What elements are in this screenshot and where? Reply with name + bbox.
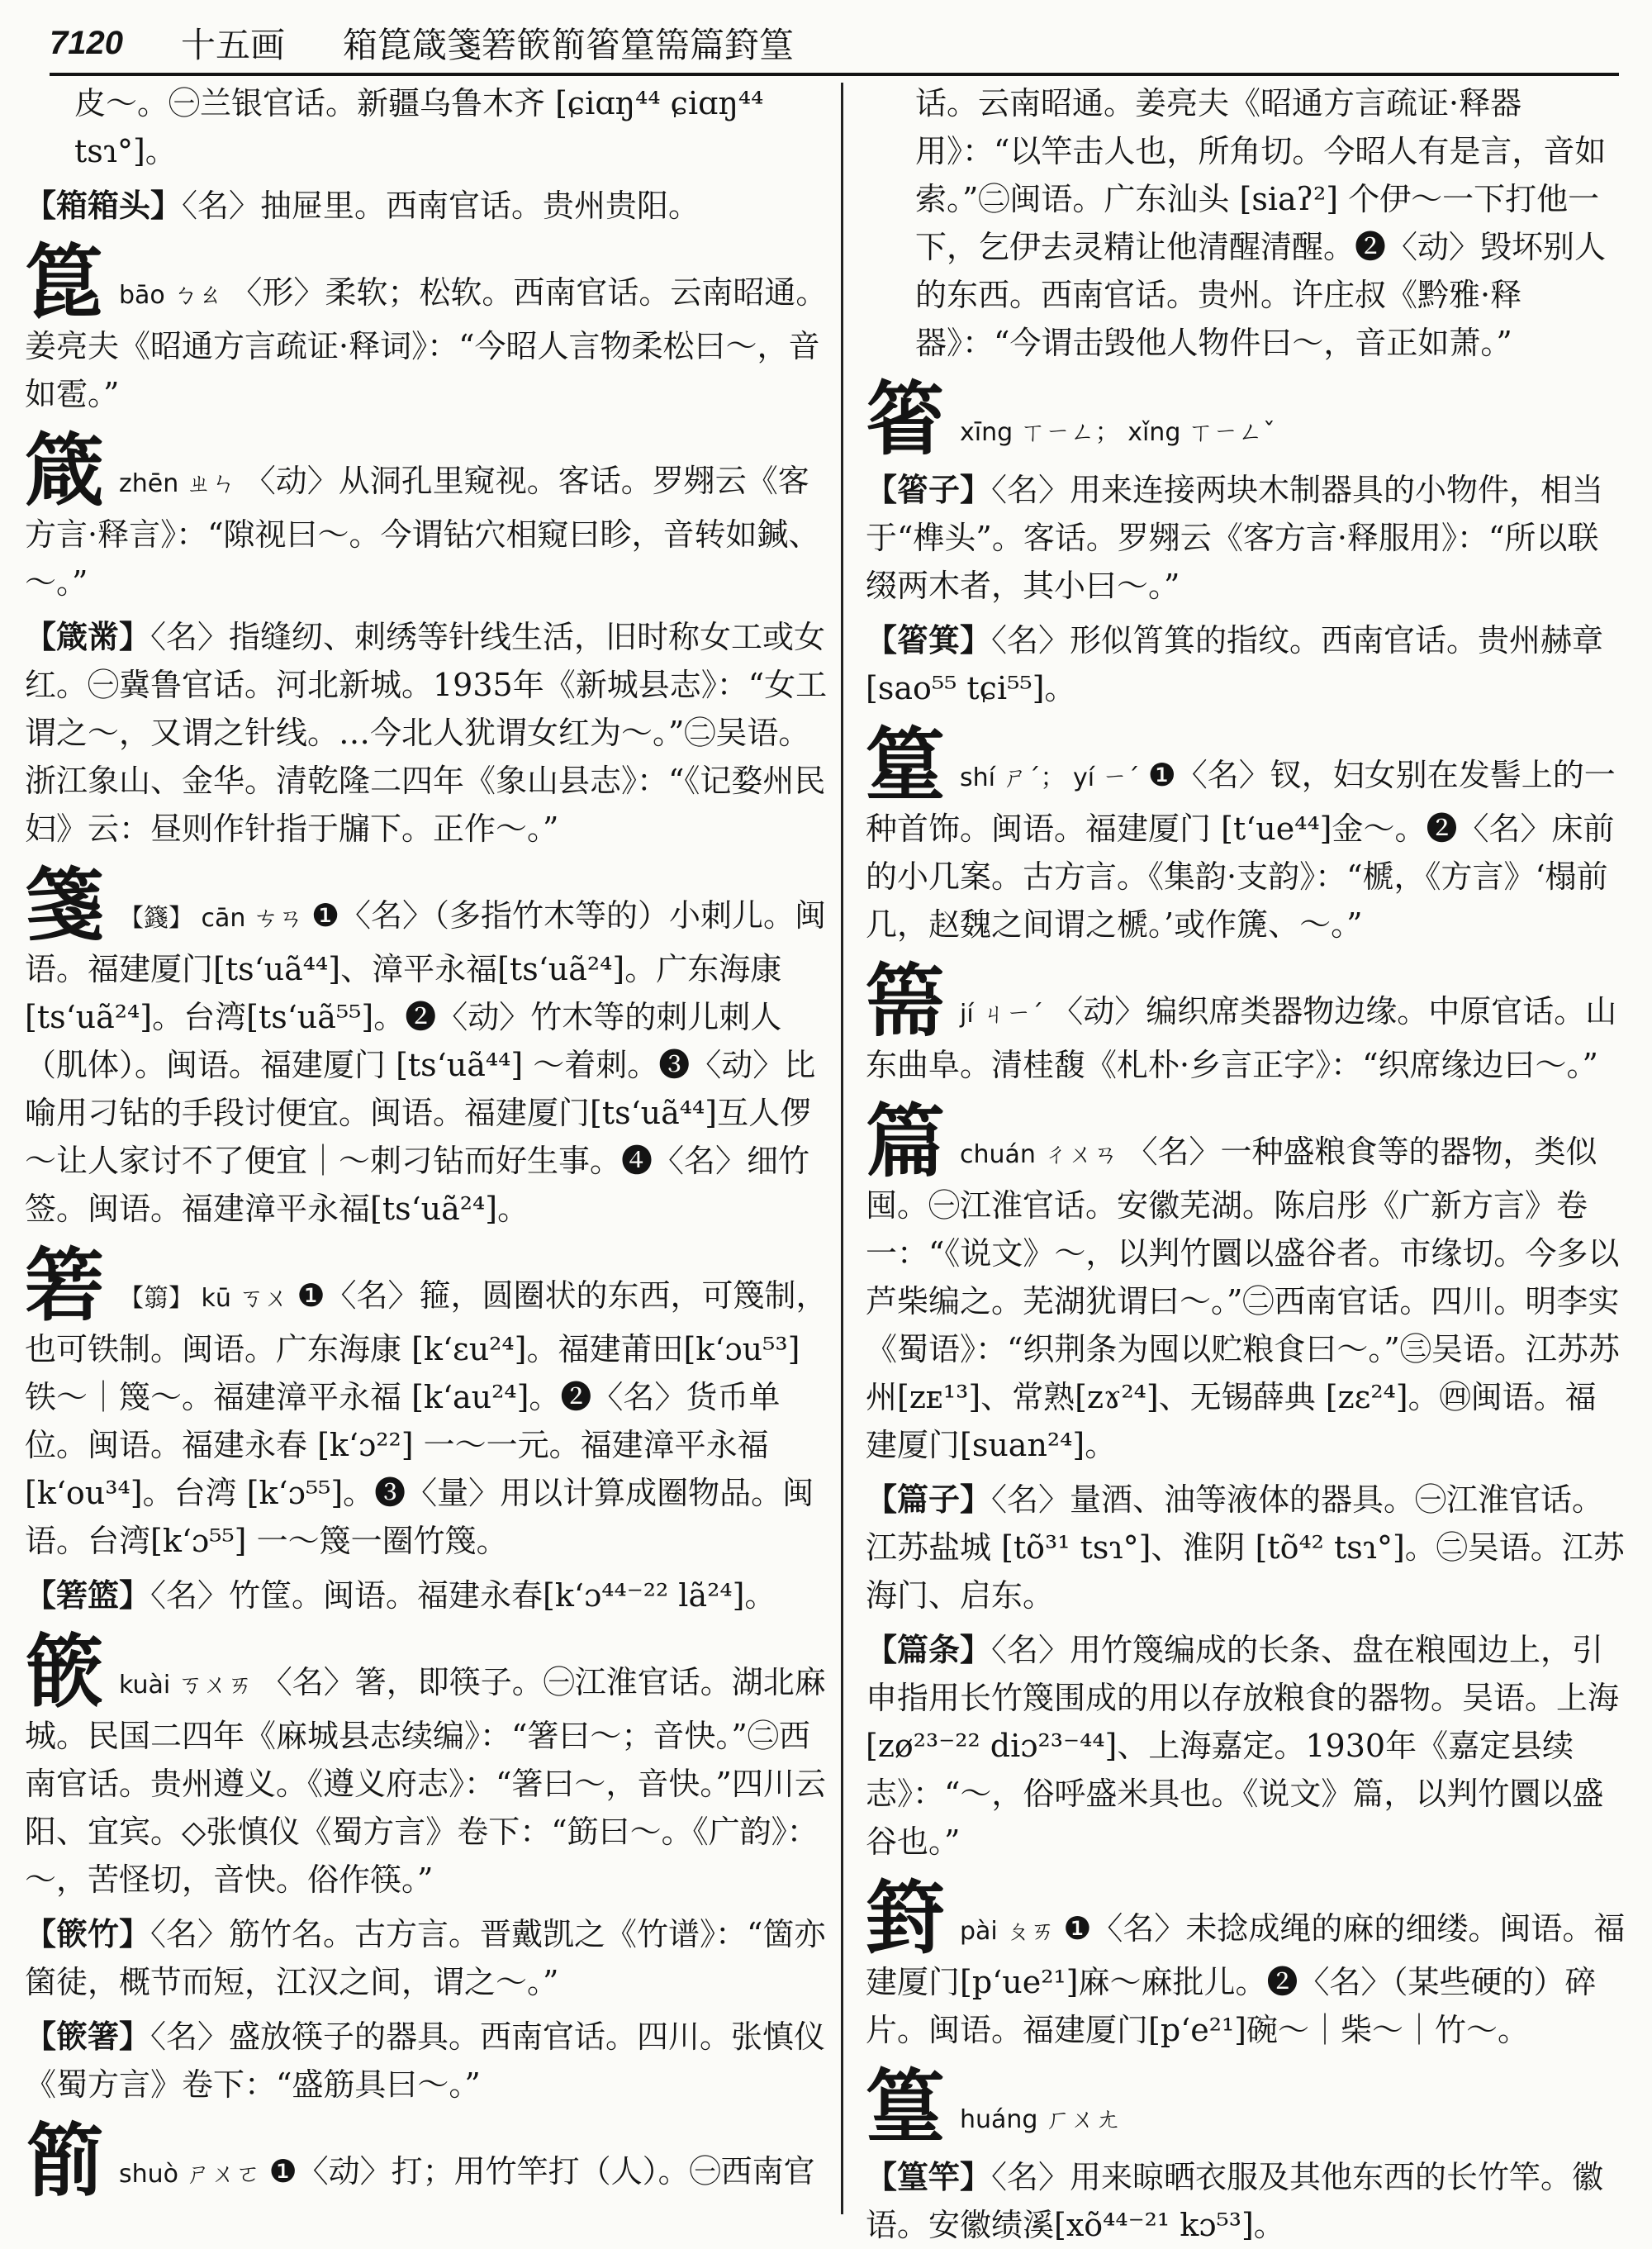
compound-headword: 【篁竿】 (866, 2158, 992, 2195)
pronunciation: jí ㄐㄧˊ (960, 1000, 1044, 1029)
definition-text: ❶〈动〉打；用竹竿打（人）。㊀西南官 (268, 2153, 815, 2190)
headword: 箋 (25, 858, 104, 952)
definition-text: 〈名〉量酒、油等液体的器具。㊀江淮官话。江苏盐城 [tõ³¹ tsɿ°]、淮阴 [tõ⁴² tsɿ°]。㊁吴语。江苏海门、启东。 (866, 1481, 1625, 1614)
headword: 箴 (25, 424, 104, 517)
pronunciation: shí ㄕˊ； yí ㄧˊ (960, 763, 1140, 792)
pronunciation: kuài ㄎㄨㄞ (119, 1671, 253, 1700)
pronunciation: 【籛】 cān ㄘㄢ (119, 904, 303, 933)
pronunciation: pài ㄆㄞ (960, 1917, 1056, 1946)
headword-entry (25, 858, 828, 1233)
headword-entry (25, 235, 828, 418)
compound-entry (866, 2153, 1627, 2249)
pronunciation: xīng ㄒㄧㄥ； xǐng ㄒㄧㄥˇ (960, 418, 1275, 447)
definition-text: ❶〈名〉（多指竹木等的）小刺儿。闽语。福建厦门[tsʻuã⁴⁴]、漳平永福[tsʻuã²⁴]。广东海康[tsʻuã²⁴]。台湾[tsʻuã⁵⁵]。❷〈动〉竹木等的刺儿刺人（肌体）。闽语。福建厦门 [tsʻuã⁴⁴] ～着刺。❸〈动〉比喻用刁钻的手段讨便宜。闽语。福建厦门[tsʻuã⁴⁴]互人㑩～让人家讨不了便宜｜～刺刁钻而好生事。❹〈名〉细竹签。闽语。福建漳平永福[tsʻuã²⁴]。 (25, 897, 827, 1227)
definition-text: 〈动〉编织席类器物边缘。中原官话。山东曲阜。清桂馥《札朴·乡言正字》：“织席缘边曰～。” (866, 993, 1617, 1083)
definition-text: ❶〈名〉未捻成绳的麻的细缕。闽语。福建厦门[pʻue²¹]麻～麻批儿。❷〈名〉（某些硬的）碎片。闽语。福建厦门[pʻe²¹]碗～｜柴～｜竹～。 (866, 1910, 1626, 2048)
compound-entry (866, 1476, 1627, 1619)
headword-entry (866, 2060, 1627, 2153)
definition-text: 皮～。㊀兰银官话。新疆乌鲁木齐 [ɕiɑŋ⁴⁴ ɕiɑŋ⁴⁴ tsɿ°]。 (74, 85, 764, 169)
definition-text: 〈名〉用竹篾编成的长条、盘在粮囤边上，引申指用长竹篾围成的用以存放粮食的器物。吴语。上海[zø²³⁻²² diɔ²³⁻⁴⁴]、上海嘉定。1930年《嘉定县续志》：“～，俗呼盛米具也。《说文》篇，以判竹圜以盛谷也。” (866, 1632, 1620, 1860)
compound-entry (25, 2013, 828, 2109)
headword-entry (866, 373, 1627, 466)
compound-entry (25, 182, 828, 230)
definition-text: 〈名〉箸，即筷子。㊀江淮官话。湖北麻城。民国二四年《麻城县志续编》：“箸曰～；音快。”㊁西南官话。贵州遵义。《遵义府志》：“箸曰～，音快。”四川云阳、宜宾。◇张慎仪《蜀方言》卷下：“筯曰～。《广韵》：～，苦怪切，音快。俗作筷。” (25, 1664, 826, 1898)
definition-text: 话。云南昭通。姜亮夫《昭通方言疏证·释器用》：“以竿击人也，所角切。今昭人有是言，音如索。”㊁闽语。广东汕头 [siaʔ²] 个伊～一下打他一下，乞伊去灵精让他清醒清醒。❷〈动〉毁坏别人的东西。西南官话。贵州。许庄叔《黔雅·释器》：“今谓击毁他人物件曰～，音正如萧。” (915, 85, 1607, 361)
headword-entry (25, 424, 828, 606)
headword: 篅 (866, 954, 945, 1048)
headword: 篂 (866, 718, 945, 811)
compound-entry (25, 1910, 828, 2006)
definition-text: 〈名〉盛放筷子的器具。西南官话。四川。张慎仪《蜀方言》卷下：“盛筋具曰～。” (25, 2018, 826, 2103)
compound-entry (866, 1626, 1627, 1866)
headword: 箬 (25, 1239, 104, 1332)
definition-text: 〈名〉指缝纫、刺绣等针线生活，旧时称女工或女红。㊀冀鲁官话。河北新城。1935年《新城县志》：“女工谓之～，又谓之针线。…今北人犹谓女红为～。”㊁吴语。浙江象山、金华。清乾隆二四年《象山县志》：“《记婺州民妇》云：昼则作针指于牖下。正作～。” (25, 619, 828, 847)
headword-entry (866, 1095, 1627, 1469)
definition-text: ❶〈名〉钗，妇女别在发髻上的一种首饰。闽语。福建厦门 [tʻue⁴⁴]金～。❷〈名〉床前的小几案。古方言。《集韵·支韵》：“榹，《方言》‘榻前几，赵魏之间谓之榹。’或作篪、～。” (866, 757, 1616, 943)
stroke-count: 十五画 (180, 25, 285, 65)
definition-text: 〈形〉柔软；松软。西南官话。云南昭通。姜亮夫《昭通方言疏证·释词》：“今昭人言物柔松曰～，音如雹。” (25, 274, 828, 412)
left-column (25, 79, 828, 2219)
compound-entry (866, 466, 1627, 610)
headword-entry (25, 2114, 828, 2208)
compound-headword: 【篇子】 (866, 1481, 992, 1518)
headword: 篁 (866, 2060, 945, 2153)
continued-entry (866, 79, 1627, 367)
pronunciation: 【篛】 kū ㄎㄨ (119, 1284, 289, 1313)
continued-entry (25, 79, 828, 175)
headword-entry (866, 1871, 1627, 2054)
header-characters: 箱箟箴箋箬篏箾箵篂篅篇篈篁 (343, 25, 795, 65)
compound-headword: 【箬篮】 (25, 1576, 151, 1614)
pronunciation: zhēn ㄓㄣ (119, 469, 236, 498)
definition-text: 〈动〉从洞孔里窥视。客话。罗翙云《客方言·释言》：“隙视曰～。今谓钻穴相窥曰眕，音转如鍼、～。” (25, 463, 820, 601)
compound-headword: 【箵箕】 (866, 621, 992, 659)
headword: 篇 (866, 1095, 945, 1188)
header-rule (50, 73, 1619, 76)
definition-text: 〈名〉抽屉里。西南官话。贵州贵阳。 (182, 188, 700, 224)
compound-headword: 【箱箱头】 (25, 187, 183, 224)
compound-headword: 【篏箸】 (25, 2018, 151, 2055)
headword-entry (866, 954, 1627, 1089)
definition-text: ❶〈名〉箍，圆圈状的东西，可篾制，也可铁制。闽语。广东海康 [kʻɛu²⁴]。福建莆田[kʻɔu⁵³] 铁～｜篾～。福建漳平永福 [kʻau²⁴]。❷〈名〉货币单位。闽语。福建永春 [kʻɔ²²] 一～一元。福建漳平永福[kʻou³⁴]。台湾 [kʻɔ⁵⁵]。❸〈量〉用以计算成圈物品。闽语。台湾[kʻɔ⁵⁵] 一～篾一圈竹篾。 (25, 1277, 828, 1559)
pronunciation: bāo ㄅㄠ (119, 281, 223, 310)
definition-text: 〈名〉形似筲箕的指纹。西南官话。贵州赫章 [sao⁵⁵ tɕi⁵⁵]。 (866, 622, 1604, 706)
definition-text: 〈名〉竹筐。闽语。福建永春[kʻɔ⁴⁴⁻²² lã²⁴]。 (150, 1577, 776, 1614)
compound-headword: 【篇条】 (866, 1631, 992, 1668)
compound-entry (866, 616, 1627, 712)
headword-entry (25, 1239, 828, 1565)
definition-text: 〈名〉用来晾晒衣服及其他东西的长竹竿。徽语。安徽绩溪[xõ⁴⁴⁻²¹ kɔ⁵³]。 (866, 2159, 1604, 2243)
compound-headword: 【箵子】 (866, 471, 992, 508)
compound-entry (25, 613, 828, 853)
right-column (866, 79, 1627, 2243)
page-number: 7120 (50, 24, 123, 61)
page-header (50, 10, 1619, 76)
column-divider (841, 83, 843, 2214)
headword: 篈 (866, 1871, 945, 1965)
headword: 箵 (866, 373, 945, 466)
headword-entry (866, 718, 1627, 949)
compound-headword: 【篏竹】 (25, 1915, 151, 1952)
headword: 箾 (25, 2114, 104, 2208)
pronunciation: shuò ㄕㄨㄛ (119, 2160, 261, 2189)
headword: 篏 (25, 1625, 104, 1719)
definition-text: 〈名〉一种盛粮食等的器物，类似囤。㊀江淮官话。安徽芜湖。陈启彤《广新方言》卷一：“《说文》～，以判竹圜以盛谷者。市缘切。今多以芦柴编之。芜湖犹谓曰～。”㊁西南官话。四川。明李实《蜀语》：“织荆条为囤以贮粮食曰～。”㊂吴语。江苏苏州[zᴇ¹³]、常熟[zɤ²⁴]、无锡薛典 [zɛ²⁴]。㊃闽语。福建厦门[suan²⁴]。 (866, 1134, 1620, 1463)
compound-entry (25, 1571, 828, 1619)
compound-headword: 【箴黹】 (25, 618, 151, 655)
headword-entry (25, 1625, 828, 1904)
definition-text: 〈名〉筋竹名。古方言。晋戴凯之《竹谱》：“箇亦箘徒，概节而短，江汉之间，谓之～。” (25, 1916, 826, 2000)
headword: 箟 (25, 235, 104, 329)
definition-text: 〈名〉用来连接两块木制器具的小物件，相当于“榫头”。客话。罗翙云《客方言·释服用》：“所以联缀两木者，其小曰～。” (866, 472, 1604, 604)
pronunciation: huáng ㄏㄨㄤ (960, 2105, 1121, 2134)
pronunciation: chuán ㄔㄨㄢ (960, 1140, 1118, 1169)
